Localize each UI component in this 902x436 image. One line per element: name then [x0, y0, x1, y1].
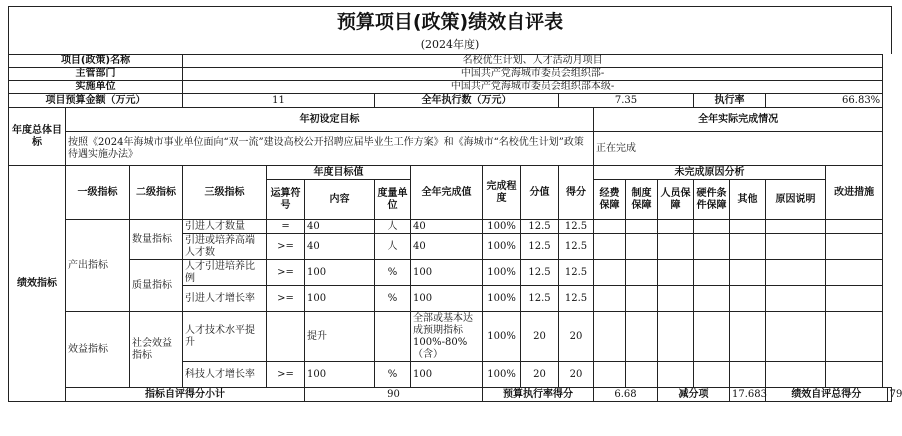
score-full: 12.5	[521, 220, 559, 234]
content: 100	[305, 362, 375, 388]
level3-header: 三级指标	[183, 166, 267, 220]
staff-header: 人员保障	[658, 180, 694, 220]
funds-header: 经费保障	[594, 180, 626, 220]
content: 100	[305, 286, 375, 312]
social-group: 社会效益指标	[130, 312, 183, 388]
year-subtitle: (2024年度)	[8, 36, 892, 54]
unit: 人	[375, 234, 411, 260]
project-name-label: 项目(政策)名称	[9, 55, 183, 68]
score-full: 12.5	[521, 286, 559, 312]
dept-value: 中国共产党海城市委员会组织部-	[183, 68, 883, 81]
exec-rate-label: 执行率	[694, 94, 766, 108]
table-row	[9, 220, 892, 234]
reasons-group-header: 未完成原因分析	[594, 166, 826, 180]
other-header: 其他	[730, 180, 766, 220]
indicator-name: 人才引进培养比例	[183, 260, 267, 286]
output-group: 产出指标	[66, 220, 130, 312]
total-label: 绩效自评总得分	[766, 388, 888, 402]
system-header: 制度保障	[626, 180, 658, 220]
score-got: 12.5	[559, 260, 594, 286]
initial-goal-header: 年初设定目标	[66, 108, 594, 132]
actual-goal-text: 正在完成	[594, 132, 883, 166]
evaluation-table	[8, 54, 902, 402]
exec-amount-value: 7.35	[559, 94, 694, 108]
degree: 100%	[483, 362, 521, 388]
budget-amount-label: 项目预算金额（万元）	[9, 94, 183, 108]
score-full: 20	[521, 312, 559, 362]
level2-header: 二级指标	[130, 166, 183, 220]
degree: 100%	[483, 260, 521, 286]
unit: %	[375, 362, 411, 388]
operator: =	[267, 220, 305, 234]
unit: 人	[375, 220, 411, 234]
budget-score-label: 预算执行率得分	[483, 388, 594, 402]
impl-label: 实施单位	[9, 81, 183, 94]
annual-value: 40	[411, 234, 483, 260]
score-got-header: 得分	[559, 166, 594, 220]
annual-value: 100	[411, 362, 483, 388]
measures-header: 改进措施	[826, 166, 883, 220]
score-got: 12.5	[559, 220, 594, 234]
operator: >=	[267, 234, 305, 260]
total-value: 79	[887, 388, 891, 402]
annual-value: 40	[411, 220, 483, 234]
budget-score-value: 6.68	[594, 388, 658, 402]
quantity-group: 数量指标	[130, 220, 183, 260]
annual-value-header: 全年完成值	[411, 166, 483, 220]
hardware-header: 硬件条件保障	[694, 180, 730, 220]
degree: 100%	[483, 286, 521, 312]
benefit-group: 效益指标	[66, 312, 130, 388]
degree: 100%	[483, 220, 521, 234]
unit	[375, 312, 411, 362]
indicator-name: 科技人才增长率	[183, 362, 267, 388]
score-got: 12.5	[559, 234, 594, 260]
page-title: 预算项目(政策)绩效自评表	[8, 6, 892, 36]
content-header: 内容	[305, 180, 375, 220]
subtotal-value: 90	[305, 388, 483, 402]
project-name-value: 名校优生计划、人才活动月项目	[183, 55, 883, 68]
annual-value: 全部或基本达成预期指标100%-80%（含）	[411, 312, 483, 362]
score-full-header: 分值	[521, 166, 559, 220]
operator: >=	[267, 362, 305, 388]
unit: %	[375, 260, 411, 286]
dept-label: 主管部门	[9, 68, 183, 81]
perf-indicator-label: 绩效指标	[9, 166, 66, 402]
reason-desc-header: 原因说明	[766, 180, 826, 220]
actual-goal-header: 全年实际完成情况	[594, 108, 883, 132]
operator-header: 运算符号	[267, 180, 305, 220]
content: 40	[305, 220, 375, 234]
content: 提升	[305, 312, 375, 362]
table-row	[9, 260, 892, 286]
indicator-name: 人才技术水平提升	[183, 312, 267, 362]
target-group-header: 年度目标值	[267, 166, 411, 180]
unit-header: 度量单位	[375, 180, 411, 220]
indicator-name: 引进或培养高端人才数	[183, 234, 267, 260]
unit: %	[375, 286, 411, 312]
score-got: 20	[559, 362, 594, 388]
exec-amount-label: 全年执行数（万元）	[375, 94, 559, 108]
score-full: 20	[521, 362, 559, 388]
deduct-value: 17.683	[730, 388, 766, 402]
table-row	[9, 312, 892, 362]
exec-rate-value: 66.83%	[766, 94, 883, 108]
initial-goal-text: 按照《2024年海城市事业单位面向“双一流”建设高校公开招聘应届毕业生工作方案》和《海城市“名校优生计划”政策待遇实施办法》	[66, 132, 594, 166]
indicator-name: 引进人才增长率	[183, 286, 267, 312]
content: 40	[305, 234, 375, 260]
operator: >=	[267, 260, 305, 286]
score-got: 12.5	[559, 286, 594, 312]
degree: 100%	[483, 312, 521, 362]
operator	[267, 312, 305, 362]
operator: >=	[267, 286, 305, 312]
quality-group: 质量指标	[130, 260, 183, 312]
annual-goal-label: 年度总体目标	[9, 108, 66, 166]
budget-amount-value: 11	[183, 94, 375, 108]
degree-header: 完成程度	[483, 166, 521, 220]
subtotal-label: 指标自评得分小计	[66, 388, 305, 402]
impl-value: 中国共产党海城市委员会组织部本级-	[183, 81, 883, 94]
deduct-label: 减分项	[658, 388, 730, 402]
score-got: 20	[559, 312, 594, 362]
degree: 100%	[483, 234, 521, 260]
annual-value: 100	[411, 260, 483, 286]
level1-header: 一级指标	[66, 166, 130, 220]
content: 100	[305, 260, 375, 286]
indicator-name: 引进人才数量	[183, 220, 267, 234]
score-full: 12.5	[521, 260, 559, 286]
annual-value: 100	[411, 286, 483, 312]
score-full: 12.5	[521, 234, 559, 260]
